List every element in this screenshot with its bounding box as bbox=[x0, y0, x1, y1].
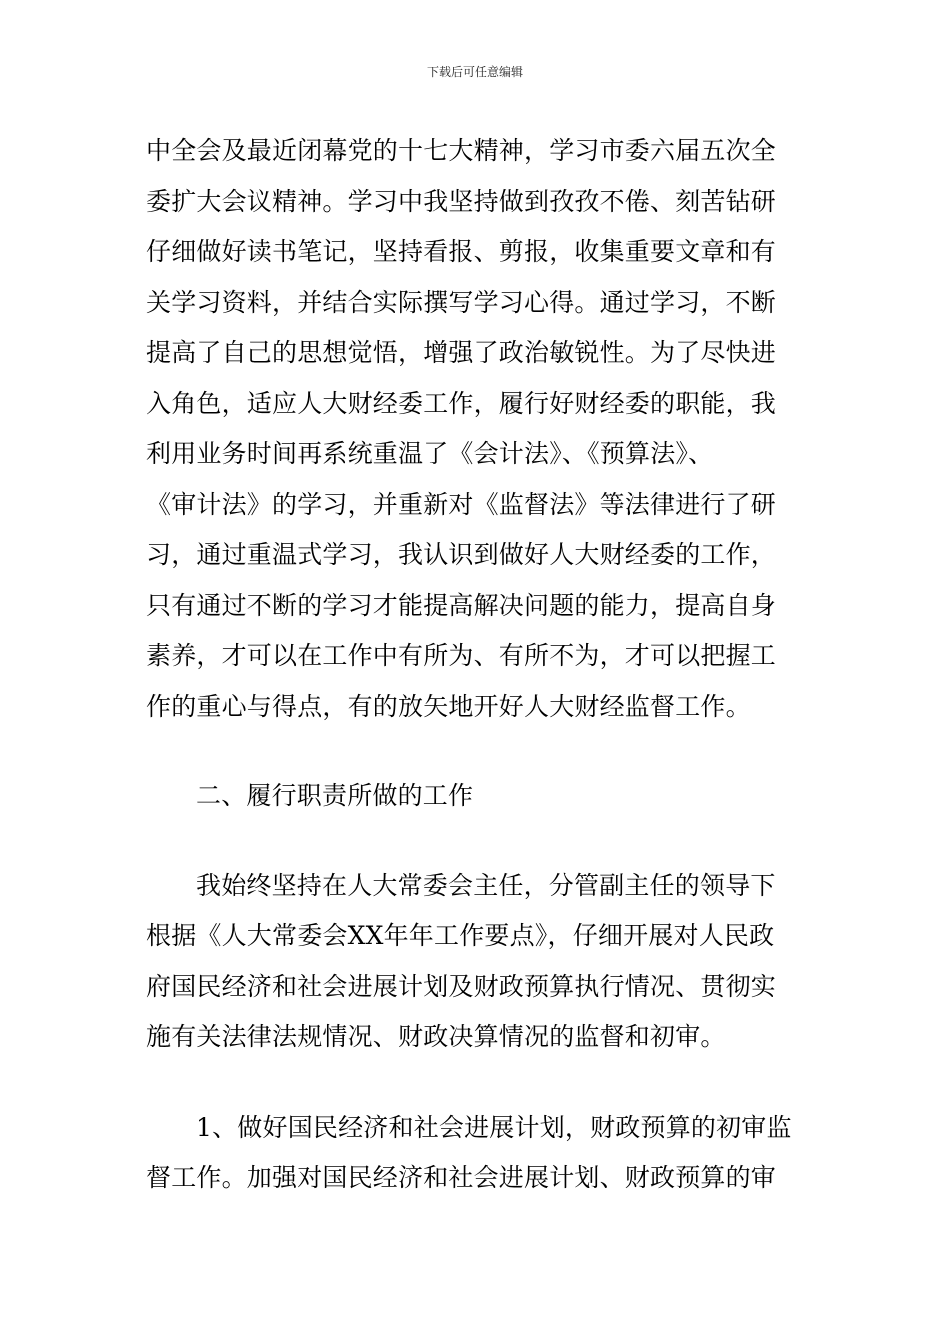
text-line: 仔细做好读书笔记，坚持看报、剪报，收集重要文章和有 bbox=[146, 237, 777, 266]
text-line: 督工作。加强对国民经济和社会进展计划、财政预算的审 bbox=[146, 1163, 777, 1192]
page-header: 下载后可任意编辑 bbox=[426, 65, 523, 79]
text-line: 根据《人大常委会XX年年工作要点》，仔细开展对人民政 bbox=[146, 921, 775, 950]
text-line: 施有关法律法规情况、财政决算情况的监督和初审。 bbox=[146, 1022, 726, 1051]
text-line: 府国民经济和社会进展计划及财政预算执行情况、贯彻实 bbox=[146, 971, 777, 1001]
paragraph-spacer bbox=[146, 822, 806, 861]
text-line: 习，通过重温式学习，我认识到做好人大财经委的工作， bbox=[146, 540, 777, 569]
text-line: 入角色，适应人大财经委工作，履行好财经委的职能，我 bbox=[146, 388, 777, 418]
text-line: 素养，才可以在工作中有所为、有所不为，才可以把握工 bbox=[146, 641, 777, 670]
paragraph-duties bbox=[146, 861, 806, 1063]
text-line: 只有通过不断的学习才能提高解决问题的能力，提高自身 bbox=[146, 590, 777, 620]
text-line: 关学习资料，并结合实际撰写学习心得。通过学习，不断 bbox=[146, 287, 777, 317]
text-line: 作的重心与得点，有的放矢地开好人大财经监督工作。 bbox=[146, 691, 751, 721]
text-line: 利用业务时间再系统重温了《会计法》、《预算法》、 bbox=[146, 439, 714, 468]
paragraph-study bbox=[146, 126, 806, 732]
paragraph-spacer bbox=[146, 1063, 806, 1103]
text-line: 1、做好国民经济和社会进展计划，财政预算的初审监 bbox=[196, 1112, 792, 1142]
paragraph-item-1 bbox=[146, 1103, 806, 1204]
section-heading: 二、履行职责所做的工作 bbox=[196, 781, 474, 810]
document-body bbox=[146, 126, 806, 1204]
text-line: 《审计法》的学习，并重新对《监督法》等法律进行了研 bbox=[146, 489, 777, 519]
text-line: 提高了自己的思想觉悟，增强了政治敏锐性。为了尽快进 bbox=[146, 338, 777, 367]
section-heading-block bbox=[146, 771, 806, 822]
text-line: 我始终坚持在人大常委会主任，分管副主任的领导下 bbox=[196, 870, 776, 900]
text-line: 委扩大会议精神。学习中我坚持做到孜孜不倦、刻苦钻研 bbox=[146, 186, 777, 216]
paragraph-spacer bbox=[146, 732, 806, 771]
text-line: 中全会及最近闭幕党的十七大精神，学习市委六届五次全 bbox=[146, 136, 777, 165]
